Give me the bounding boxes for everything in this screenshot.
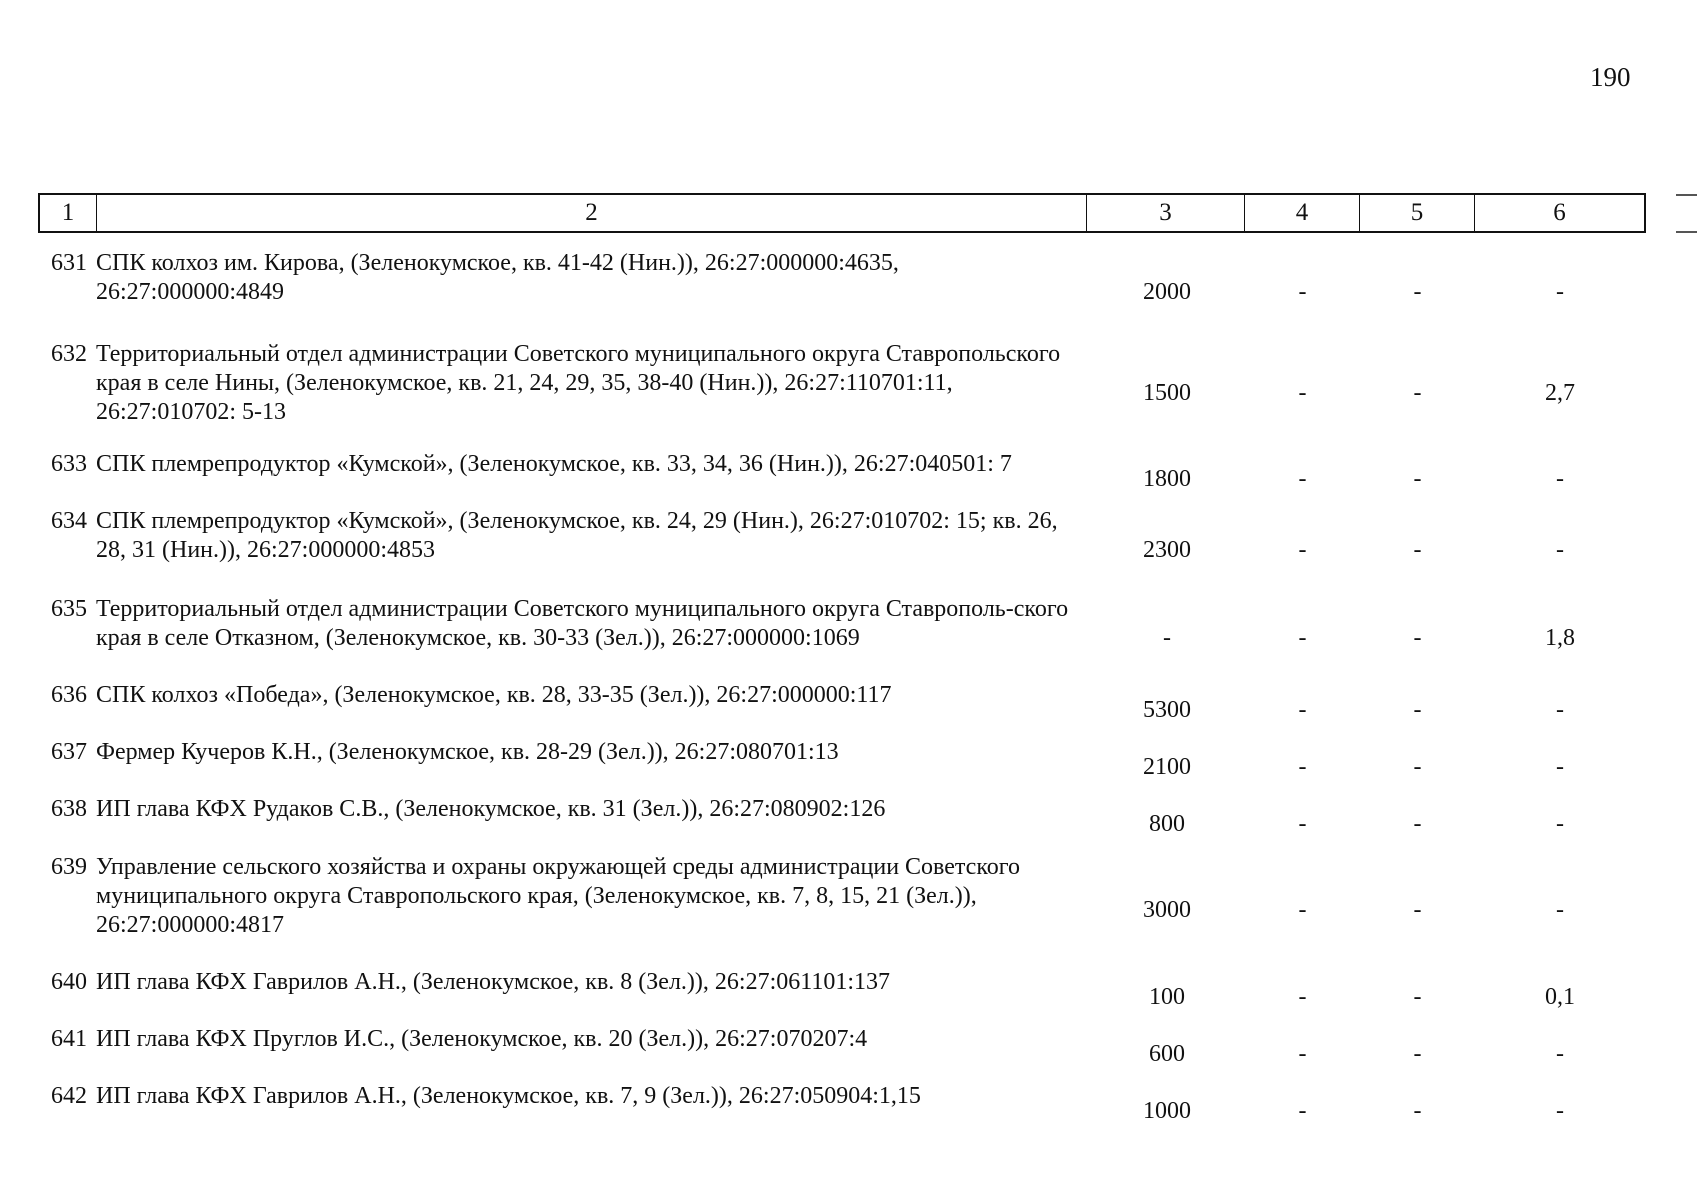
row-number: 635 [51, 596, 87, 622]
row-description [96, 795, 1091, 824]
cell-col5: - [1413, 380, 1422, 406]
row-number: 632 [51, 341, 87, 367]
cell-col4: - [1298, 897, 1307, 923]
description-line: СПК племрепродуктор «Кумской», (Зеленокумское, кв. 33, 34, 36 (Нин.)), 26:27:040501: 7 [96, 451, 1012, 477]
row-number: 636 [51, 682, 87, 708]
row-description [96, 681, 1091, 710]
row-description [96, 1025, 1091, 1054]
row-description [96, 968, 1091, 997]
header-cell-3: 3 [1087, 195, 1245, 231]
cell-col6: 0,1 [1545, 984, 1575, 1010]
row-number: 634 [51, 508, 87, 534]
row-description [96, 1082, 1091, 1111]
description-line: Управление сельского хозяйства и охраны окружающей среды администрации Советского [96, 854, 1021, 880]
cell-col4: - [1298, 754, 1307, 780]
edge-mark [1676, 194, 1697, 196]
description-line: Фермер Кучеров К.Н., (Зеленокумское, кв. 28-29 (Зел.)), 26:27:080701:13 [96, 739, 839, 765]
cell-col6: - [1556, 697, 1564, 723]
row-number: 633 [51, 451, 87, 477]
header-cell-1: 1 [40, 195, 97, 231]
description-line: 26:27:000000:4817 [96, 912, 285, 938]
row-number: 641 [51, 1026, 87, 1052]
description-line: 26:27:010702: 5-13 [96, 399, 286, 425]
cell-col5: - [1413, 537, 1422, 563]
description-line: края в селе Нины, (Зеленокумское, кв. 21, 24, 29, 35, 38-40 (Нин.)), 26:27:110701:11, [96, 370, 953, 396]
row-number: 642 [51, 1083, 87, 1109]
cell-col4: - [1298, 537, 1307, 563]
cell-col6: - [1556, 897, 1564, 923]
cell-col4: - [1298, 984, 1307, 1010]
row-description [96, 340, 1091, 427]
cell-col5: - [1413, 897, 1422, 923]
row-description [96, 853, 1091, 940]
cell-col4: - [1298, 1098, 1307, 1124]
cell-col3: 1800 [1143, 466, 1191, 492]
cell-col4: - [1298, 279, 1307, 305]
description-line: ИП глава КФХ Пруглов И.С., (Зеленокумское, кв. 20 (Зел.)), 26:27:070207:4 [96, 1026, 868, 1052]
header-cell-6: 6 [1553, 199, 1566, 226]
edge-mark [1676, 231, 1697, 233]
cell-col6: 2,7 [1545, 380, 1575, 406]
row-description [96, 507, 1091, 565]
description-line: 26:27:000000:4849 [96, 279, 285, 305]
page-number: 190 [1590, 62, 1631, 92]
row-description [96, 595, 1091, 653]
cell-col3: 2100 [1143, 754, 1191, 780]
cell-col3: 1000 [1143, 1098, 1191, 1124]
cell-col5: - [1413, 697, 1422, 723]
row-number: 638 [51, 796, 87, 822]
cell-col5: - [1413, 279, 1422, 305]
cell-col3: 5300 [1143, 697, 1191, 723]
row-number: 637 [51, 739, 87, 765]
cell-col3: 600 [1149, 1041, 1185, 1067]
header-cell-4: 4 [1245, 195, 1360, 231]
cell-col5: - [1413, 466, 1422, 492]
cell-col3: - [1163, 625, 1171, 651]
cell-col6: - [1556, 537, 1564, 563]
cell-col3: 3000 [1143, 897, 1191, 923]
cell-col6: - [1556, 279, 1564, 305]
cell-col6: - [1556, 811, 1564, 837]
cell-col6: - [1556, 1098, 1564, 1124]
cell-col6: - [1556, 466, 1564, 492]
description-line: ИП глава КФХ Гаврилов А.Н., (Зеленокумское, кв. 7, 9 (Зел.)), 26:27:050904:1,15 [96, 1083, 921, 1109]
description-line: СПК колхоз им. Кирова, (Зеленокумское, кв. 41-42 (Нин.)), 26:27:000000:4635, [96, 250, 899, 276]
cell-col4: - [1298, 1041, 1307, 1067]
cell-col3: 1500 [1143, 380, 1191, 406]
description-line: СПК племрепродуктор «Кумской», (Зеленокумское, кв. 24, 29 (Нин.), 26:27:010702: 15; кв. 26, [96, 508, 1058, 534]
cell-col5: - [1413, 1041, 1422, 1067]
description-line: Территориальный отдел администрации Советского муниципального округа Ставропольского [96, 341, 1061, 367]
header-cell-5: 5 [1360, 195, 1475, 231]
cell-col4: - [1298, 697, 1307, 723]
description-line: ИП глава КФХ Рудаков С.В., (Зеленокумское, кв. 31 (Зел.)), 26:27:080902:126 [96, 796, 886, 822]
cell-col5: - [1413, 754, 1422, 780]
cell-col6: 1,8 [1545, 625, 1575, 651]
table-header [38, 193, 1646, 233]
row-number: 631 [51, 250, 87, 276]
description-line: Территориальный отдел администрации Советского муниципального округа Ставрополь-ского [96, 596, 1069, 622]
row-number: 639 [51, 854, 87, 880]
cell-col5: - [1413, 625, 1422, 651]
description-line: ИП глава КФХ Гаврилов А.Н., (Зеленокумское, кв. 8 (Зел.)), 26:27:061101:137 [96, 969, 891, 995]
cell-col3: 100 [1149, 984, 1185, 1010]
row-description [96, 738, 1091, 767]
cell-col4: - [1298, 466, 1307, 492]
header-cell-2: 2 [97, 195, 1087, 231]
cell-col5: - [1413, 984, 1422, 1010]
cell-col6: - [1556, 754, 1564, 780]
row-description [96, 450, 1091, 479]
cell-col4: - [1298, 380, 1307, 406]
cell-col5: - [1413, 1098, 1422, 1124]
cell-col4: - [1298, 811, 1307, 837]
cell-col4: - [1298, 625, 1307, 651]
description-line: муниципального округа Ставропольского края, (Зеленокумское, кв. 7, 8, 15, 21 (Зел.)), [96, 883, 977, 909]
cell-col3: 800 [1149, 811, 1185, 837]
cell-col5: - [1413, 811, 1422, 837]
cell-col6: - [1556, 1041, 1564, 1067]
row-number: 640 [51, 969, 87, 995]
description-line: 28, 31 (Нин.)), 26:27:000000:4853 [96, 537, 435, 563]
row-description [96, 249, 1091, 307]
cell-col3: 2000 [1143, 279, 1191, 305]
description-line: края в селе Отказном, (Зеленокумское, кв. 30-33 (Зел.)), 26:27:000000:1069 [96, 625, 860, 651]
cell-col3: 2300 [1143, 537, 1191, 563]
description-line: СПК колхоз «Победа», (Зеленокумское, кв. 28, 33-35 (Зел.)), 26:27:000000:117 [96, 682, 892, 708]
